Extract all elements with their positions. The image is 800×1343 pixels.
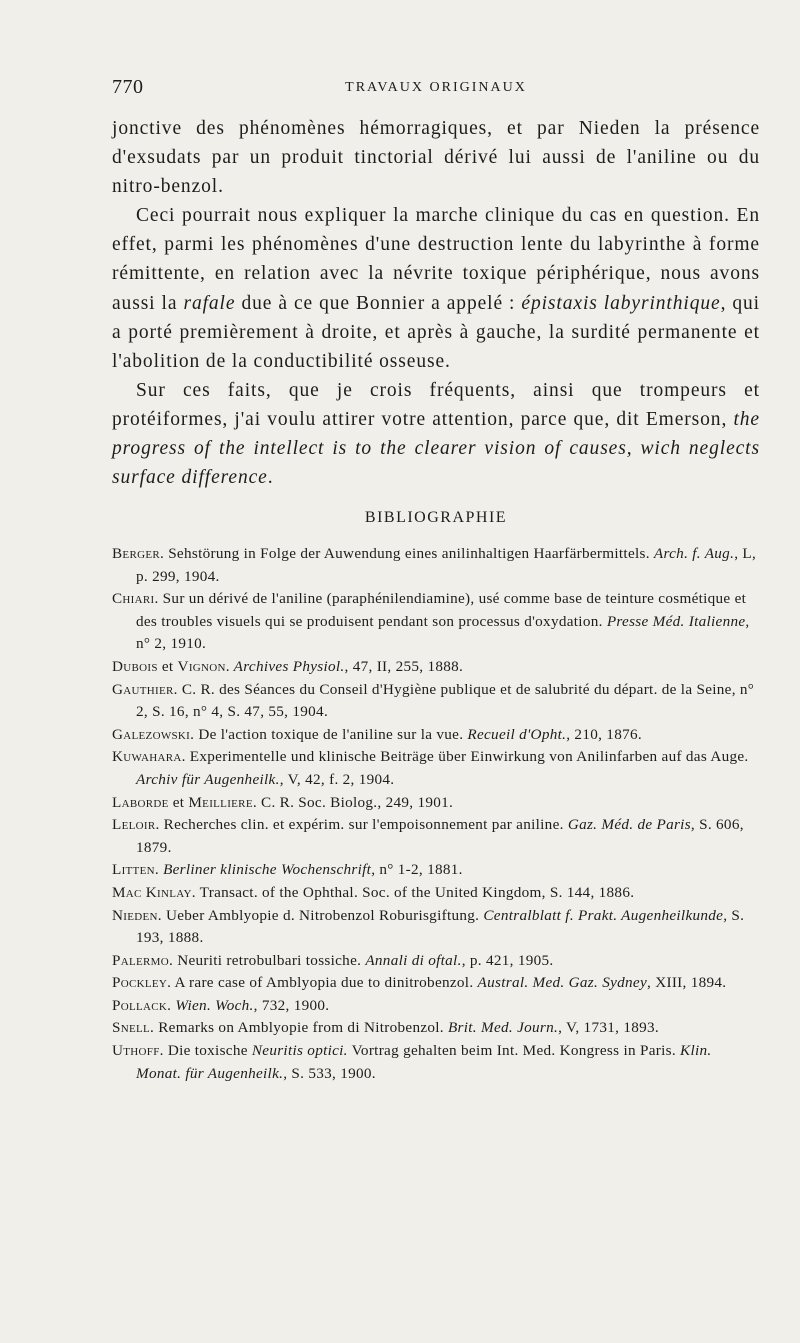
entry-text: Transact. of the Ophthal. Soc. of the United Kingdom, S. 144, 1886. (195, 883, 635, 901)
entry-text: , V, 42, f. 2, 1904. (279, 770, 395, 788)
bibliography-entry (112, 656, 760, 679)
entry-author: Leloir. (112, 816, 160, 834)
entry-text: Ueber Amblyopie d. Nitrobenzol Roburisgiftung. (161, 906, 484, 924)
entry-author: Litten. (112, 861, 159, 879)
entry-author: Nieden. (112, 906, 162, 924)
entry-text: Vortrag gehalten beim Int. Med. Kongress in Paris. (347, 1042, 681, 1060)
entry-author: Vignon. (177, 657, 230, 675)
paragraph-1: jonctive des phénomènes hémorragiques, et par Nieden la présence d'exsudats par un produit tinctorial dérivé lui aussi de l'aniline ou du nitro-benzol. (112, 118, 760, 198)
entry-journal: Neuritis optici. (251, 1042, 348, 1060)
entry-author: Uthoff. (112, 1042, 164, 1060)
bibliography-entry (112, 814, 760, 859)
bibliography-entry (112, 995, 760, 1018)
entry-text: Sehstörung in Folge der Auwendung eines anilinhaltigen Haarfärbermittels. (164, 545, 654, 562)
entry-author: Laborde (112, 793, 169, 811)
bibliography-entry (112, 792, 760, 815)
entry-author: Galezowski. (112, 725, 195, 743)
p2-italic-rafale: rafale (183, 292, 236, 314)
entry-text: De l'action toxique de l'aniline sur la vue. (194, 725, 468, 743)
entry-journal: Klin. Monat. für Augenheilk. (136, 1042, 712, 1082)
paragraph-3 (112, 376, 760, 492)
entry-journal: Austral. Med. Gaz. Sydney (477, 974, 647, 992)
entry-author: Berger. (112, 545, 165, 562)
entry-text: , 732, 1900. (253, 996, 330, 1014)
entry-text: , L, p. 299, 1904. (136, 545, 757, 585)
p3-text-b: . (267, 467, 274, 489)
entry-text: A rare case of Amblyopia due to dinitrobenzol. (171, 974, 478, 992)
entry-journal: Annali di oftal. (365, 951, 462, 969)
bibliography-entry (112, 724, 760, 747)
bibliography-entry (112, 679, 760, 724)
entry-author: Pockley. (112, 974, 172, 992)
bibliography-entry (112, 972, 760, 995)
entry-author: Kuwahara. (112, 748, 186, 766)
entry-journal: Presse Méd. Italienne (606, 612, 746, 630)
entry-text: , S. 606, 1879. (136, 816, 744, 856)
entry-text: et (157, 657, 178, 675)
entry-text: Experimentelle und klinische Beiträge über Einwirkung von Anilinfarben auf das Auge. (185, 748, 749, 766)
body-text (112, 114, 760, 492)
entry-text: , S. 193, 1888. (136, 906, 745, 947)
entry-journal: Archiv für Augenheilk. (136, 770, 280, 788)
p2-text-a: Ceci pourrait nous expliquer la marche clinique du cas en question. En effet, parmi les phénomènes d'une destruction lente du labyrinthe à forme rémittente, en relation avec la névrite toxique périphérique, nous avons aussi la (112, 205, 760, 314)
p3-text-a: Sur ces faits, que je crois fréquents, ainsi que trompeurs et protéiformes, j'ai voulu attirer votre attention, parce que, dit Emerson, (112, 379, 760, 430)
entry-author: Palermo. (112, 951, 174, 969)
entry-author: Dubois (112, 657, 158, 675)
entry-text: , 47, II, 255, 1888. (344, 657, 464, 675)
bibliography-entry (112, 588, 760, 656)
entry-text: , 210, 1876. (566, 725, 642, 743)
bibliography-entry (112, 1040, 760, 1085)
entry-author: Mac Kinlay. (112, 883, 196, 901)
entry-text: Recherches clin. et expérim. sur l'empoisonnement par aniline. (159, 816, 568, 834)
entry-journal: Gaz. Méd. de Paris (567, 816, 691, 834)
p2-italic-epistaxis: épistaxis labyrinthique (521, 292, 721, 314)
entry-author: Chiari. (112, 590, 159, 608)
entry-text: Sur un dérivé de l'aniline (paraphénilendiamine), usé comme base de teinture cosmétique et des troubles visuels qui se produisent pendant son processus d'oxydation. (136, 590, 747, 630)
entry-text: Neuriti retrobulbari tossiche. (173, 951, 366, 969)
p3-quote: the progress of the intellect is to the clearer vision of causes, wich neglects surface difference (112, 408, 760, 489)
p2-text-c: , qui a porté premièrement à droite, et après à gauche, la surdité permanente et l'abolition de la conductibilité osseuse. (112, 292, 760, 372)
running-head: TRAVAUX ORIGINAUX (345, 80, 527, 95)
entry-journal: Recueil d'Opht. (467, 725, 567, 743)
page-header (112, 76, 760, 100)
entry-text: et (168, 793, 189, 811)
page-number: 770 (112, 76, 144, 98)
entry-text: C. R. Soc. Biolog., 249, 1901. (256, 793, 454, 811)
bibliography-entry (112, 746, 760, 791)
entry-journal: Wien. Woch. (175, 996, 254, 1014)
entry-author: Snell. (112, 1019, 155, 1037)
entry-text: Remarks on Amblyopie from di Nitrobenzol. (154, 1019, 448, 1037)
bibliography-entry (112, 543, 760, 588)
entry-text: , V, 1731, 1893. (558, 1019, 659, 1037)
entry-text: , n° 2, 1910. (136, 612, 750, 653)
p2-text-b: due à ce que Bonnier a appelé : (235, 292, 522, 314)
bibliography-heading: BIBLIOGRAPHIE (364, 509, 508, 526)
entry-journal: Berliner klinische Wochenschrift (163, 861, 372, 879)
entry-journal: Arch. f. Aug. (653, 545, 735, 562)
entry-text: Die toxische (163, 1042, 252, 1060)
entry-text: , n° 1-2, 1881. (371, 861, 463, 879)
bibliography-entry (112, 950, 760, 973)
paragraph-2 (112, 201, 760, 376)
entry-text: , p. 421, 1905. (461, 951, 554, 969)
entry-journal: Archives Physiol. (229, 657, 345, 675)
bibliography-entry (112, 905, 760, 950)
entry-journal: Centralblatt f. Prakt. Augenheilkunde (483, 906, 724, 924)
bibliography-list (112, 543, 760, 1085)
entry-author: Pollack. (112, 996, 172, 1014)
entry-text: C. R. des Séances du Conseil d'Hygiène publique et de salubrité du départ. de la Seine, n° 2, S. 16, n° 4, S. 47, 55, 1904. (136, 680, 755, 721)
entry-text: , S. 533, 1900. (283, 1064, 376, 1082)
bibliography-entry (112, 859, 760, 882)
entry-author: Gauthier. (112, 680, 178, 698)
entry-author: Meilliere. (188, 793, 257, 811)
entry-text: , XIII, 1894. (647, 974, 727, 992)
bibliography-entry (112, 1017, 760, 1040)
entry-journal: Brit. Med. Journ. (447, 1019, 559, 1037)
bibliography-entry (112, 882, 760, 905)
